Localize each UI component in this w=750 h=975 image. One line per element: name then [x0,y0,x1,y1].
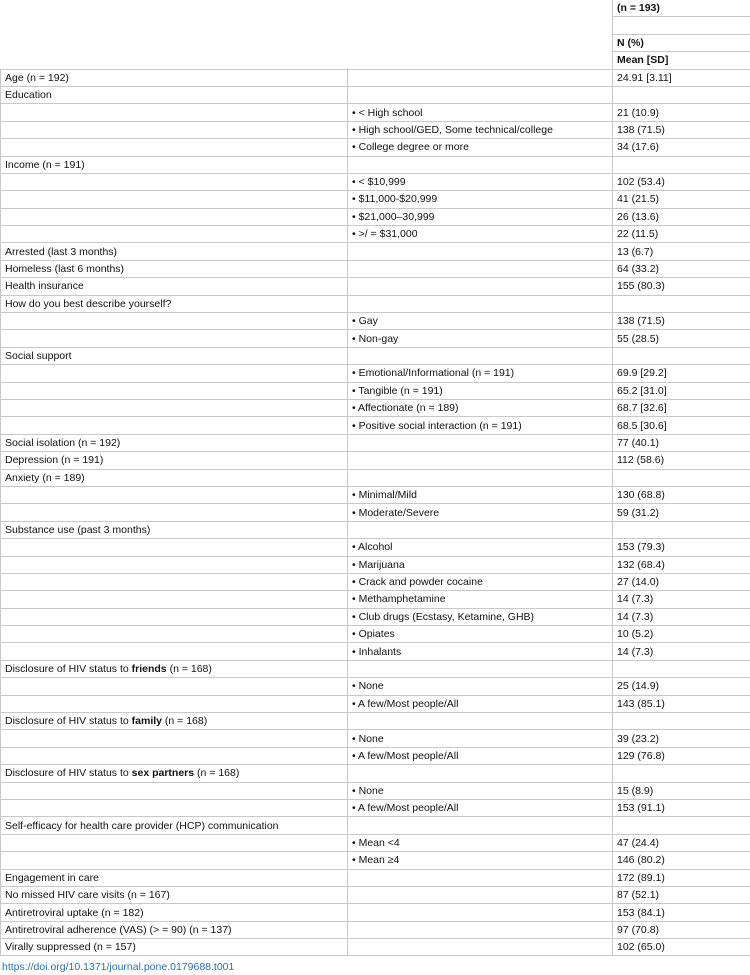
row-label [1,556,348,573]
row-label: Homeless (last 6 months) [1,260,348,277]
row-subcategory [348,921,613,938]
row-label [1,486,348,503]
row-label: Social isolation (n = 192) [1,434,348,451]
row-label: Engagement in care [1,869,348,886]
row-value: 153 (79.3) [613,539,750,556]
row-subcategory [348,278,613,295]
row-label [1,104,348,121]
row-subcategory [348,452,613,469]
row-label: Self-efficacy for health care provider (HCP) communication [1,817,348,834]
row-value: 138 (71.5) [613,121,750,138]
table-row [1,191,750,208]
row-subcategory: • None [348,782,613,799]
row-subcategory [348,904,613,921]
row-label [1,713,348,730]
row-value: 97 (70.8) [613,921,750,938]
row-label [1,730,348,747]
table-row [1,695,750,712]
row-value: 112 (58.6) [613,452,750,469]
row-label [1,121,348,138]
row-subcategory: • Non-gay [348,330,613,347]
row-label [1,191,348,208]
header-row [1,0,750,17]
table-row [1,782,750,799]
row-label [1,573,348,590]
row-subcategory [348,260,613,277]
row-value: 47 (24.4) [613,834,750,851]
row-subcategory: • None [348,678,613,695]
row-subcategory [348,86,613,103]
row-subcategory: • Minimal/Mild [348,486,613,503]
row-value [613,86,750,103]
table-row [1,834,750,851]
table-row [1,904,750,921]
row-subcategory: • >/ = $31,000 [348,226,613,243]
row-label [1,139,348,156]
row-subcategory: • Inhalants [348,643,613,660]
row-subcategory: • College degree or more [348,139,613,156]
row-value: 15 (8.9) [613,782,750,799]
table-row [1,799,750,816]
row-label: How do you best describe yourself? [1,295,348,312]
row-value: 64 (33.2) [613,260,750,277]
row-subcategory: • Alcohol [348,539,613,556]
row-label: Education [1,86,348,103]
row-label [1,399,348,416]
row-label [1,330,348,347]
row-subcategory: • Affectionate (n = 189) [348,399,613,416]
row-subcategory: • Methamphetamine [348,591,613,608]
row-value [613,765,750,782]
row-label [1,208,348,225]
row-label [1,782,348,799]
row-value: 55 (28.5) [613,330,750,347]
row-value: 153 (84.1) [613,904,750,921]
row-subcategory: • $11,000-$20,999 [348,191,613,208]
row-label [1,382,348,399]
table-row [1,643,750,660]
row-label [1,852,348,869]
table-row [1,921,750,938]
row-value: 25 (14.9) [613,678,750,695]
row-value: 102 (65.0) [613,939,750,956]
table-row [1,260,750,277]
row-label-post: (n = 168) [194,767,239,779]
row-subcategory [348,660,613,677]
row-label-emphasis: family [132,715,162,727]
table-row [1,313,750,330]
row-value: 24.91 [3.11] [613,69,750,86]
row-value: 13 (6.7) [613,243,750,260]
table-row [1,817,750,834]
row-value: 155 (80.3) [613,278,750,295]
table-row [1,278,750,295]
table-row [1,869,750,886]
table-row [1,417,750,434]
row-value: 129 (76.8) [613,747,750,764]
table-row [1,139,750,156]
table-row [1,399,750,416]
row-label [1,313,348,330]
table-row [1,660,750,677]
row-value [613,347,750,364]
row-value: 102 (53.4) [613,173,750,190]
row-subcategory [348,295,613,312]
row-label [1,678,348,695]
row-value: 59 (31.2) [613,504,750,521]
row-label: Health insurance [1,278,348,295]
table-row [1,521,750,538]
row-value: 132 (68.4) [613,556,750,573]
row-label: Arrested (last 3 months) [1,243,348,260]
row-label [1,747,348,764]
table-row [1,469,750,486]
row-subcategory: • A few/Most people/All [348,695,613,712]
row-label [1,365,348,382]
row-value: 10 (5.2) [613,626,750,643]
table-row [1,608,750,625]
row-subcategory: • < $10,999 [348,173,613,190]
row-subcategory: • A few/Most people/All [348,747,613,764]
table-row [1,573,750,590]
row-value: 69.9 [29.2] [613,365,750,382]
table-row [1,504,750,521]
row-label [1,591,348,608]
row-label [1,417,348,434]
row-value: 39 (23.2) [613,730,750,747]
row-subcategory: • Mean ≥4 [348,852,613,869]
row-value [613,660,750,677]
row-subcategory: • High school/GED, Some technical/college [348,121,613,138]
table-row [1,104,750,121]
row-label [1,643,348,660]
row-value: 68.7 [32.6] [613,399,750,416]
header-blank-cell [1,0,613,69]
row-subcategory: • Mean <4 [348,834,613,851]
table-body [1,0,750,956]
row-label: Anxiety (n = 189) [1,469,348,486]
row-label [1,799,348,816]
row-label: Substance use (past 3 months) [1,521,348,538]
row-value: 68.5 [30.6] [613,417,750,434]
row-label [1,173,348,190]
row-subcategory: • Gay [348,313,613,330]
row-label: Antiretroviral uptake (n = 182) [1,904,348,921]
row-subcategory: • Positive social interaction (n = 191) [348,417,613,434]
row-value: 146 (80.2) [613,852,750,869]
table-row [1,86,750,103]
row-subcategory: • Opiates [348,626,613,643]
row-value: 130 (68.8) [613,486,750,503]
header-n-total: (n = 193) [613,0,750,17]
table-row [1,556,750,573]
row-value: 21 (10.9) [613,104,750,121]
table-row [1,208,750,225]
row-label-post: (n = 168) [167,663,212,675]
row-value: 153 (91.1) [613,799,750,816]
table-row [1,365,750,382]
row-value: 138 (71.5) [613,313,750,330]
row-subcategory [348,243,613,260]
row-subcategory: • $21,000–30,999 [348,208,613,225]
row-subcategory: • None [348,730,613,747]
row-label: Income (n = 191) [1,156,348,173]
table-row [1,452,750,469]
row-label [1,626,348,643]
header-n-pct: N (%) [613,34,750,51]
row-subcategory: • < High school [348,104,613,121]
row-value [613,521,750,538]
table-row [1,591,750,608]
row-value: 14 (7.3) [613,643,750,660]
row-label [1,226,348,243]
row-subcategory [348,69,613,86]
row-label [1,539,348,556]
header-spacer [613,17,750,34]
row-subcategory: • Moderate/Severe [348,504,613,521]
table-row [1,347,750,364]
row-subcategory [348,713,613,730]
row-label: No missed HIV care visits (n = 167) [1,886,348,903]
table-row [1,765,750,782]
table-row [1,382,750,399]
row-label: Social support [1,347,348,364]
row-subcategory [348,869,613,886]
row-subcategory [348,347,613,364]
row-label [1,660,348,677]
table-row [1,678,750,695]
row-subcategory [348,817,613,834]
row-subcategory: • A few/Most people/All [348,799,613,816]
row-subcategory: • Tangible (n = 191) [348,382,613,399]
row-value [613,156,750,173]
row-label [1,765,348,782]
row-value: 27 (14.0) [613,573,750,590]
table-row [1,173,750,190]
row-label: Age (n = 192) [1,69,348,86]
row-label-post: (n = 168) [162,715,207,727]
row-value: 87 (52.1) [613,886,750,903]
table-row [1,69,750,86]
row-subcategory [348,521,613,538]
row-subcategory [348,156,613,173]
row-value [613,295,750,312]
row-label [1,608,348,625]
row-value: 65.2 [31.0] [613,382,750,399]
table-row [1,330,750,347]
row-label [1,504,348,521]
table-row [1,713,750,730]
header-mean-sd: Mean [SD] [613,52,750,69]
row-label-pre: Disclosure of HIV status to [5,663,132,675]
table-row [1,226,750,243]
row-subcategory [348,765,613,782]
row-label-pre: Disclosure of HIV status to [5,767,132,779]
row-label-emphasis: sex partners [132,767,194,779]
row-value: 77 (40.1) [613,434,750,451]
table-row [1,156,750,173]
table-row [1,539,750,556]
row-label [1,834,348,851]
table-row [1,730,750,747]
row-value [613,817,750,834]
row-subcategory: • Marijuana [348,556,613,573]
row-value: 14 (7.3) [613,591,750,608]
doi-link[interactable]: https://doi.org/10.1371/journal.pone.0179688.t001 [0,956,750,975]
row-label [1,695,348,712]
row-label: Depression (n = 191) [1,452,348,469]
row-label: Virally suppressed (n = 157) [1,939,348,956]
table-row [1,747,750,764]
row-value: 41 (21.5) [613,191,750,208]
row-value: 14 (7.3) [613,608,750,625]
table-row [1,939,750,956]
row-value: 26 (13.6) [613,208,750,225]
table-row [1,852,750,869]
table-row [1,434,750,451]
table-row [1,486,750,503]
row-subcategory [348,939,613,956]
row-subcategory [348,434,613,451]
table-row [1,295,750,312]
row-value [613,469,750,486]
row-label-pre: Disclosure of HIV status to [5,715,132,727]
row-subcategory: • Crack and powder cocaine [348,573,613,590]
table-row [1,626,750,643]
row-subcategory: • Club drugs (Ecstasy, Ketamine, GHB) [348,608,613,625]
row-subcategory: • Emotional/Informational (n = 191) [348,365,613,382]
row-label: Antiretroviral adherence (VAS) (> = 90) (n = 137) [1,921,348,938]
table-row [1,886,750,903]
row-subcategory [348,886,613,903]
row-value: 22 (11.5) [613,226,750,243]
row-value: 34 (17.6) [613,139,750,156]
row-value [613,713,750,730]
row-value: 143 (85.1) [613,695,750,712]
row-label-emphasis: friends [132,663,167,675]
row-subcategory [348,469,613,486]
row-value: 172 (89.1) [613,869,750,886]
table-row [1,121,750,138]
table-row [1,243,750,260]
